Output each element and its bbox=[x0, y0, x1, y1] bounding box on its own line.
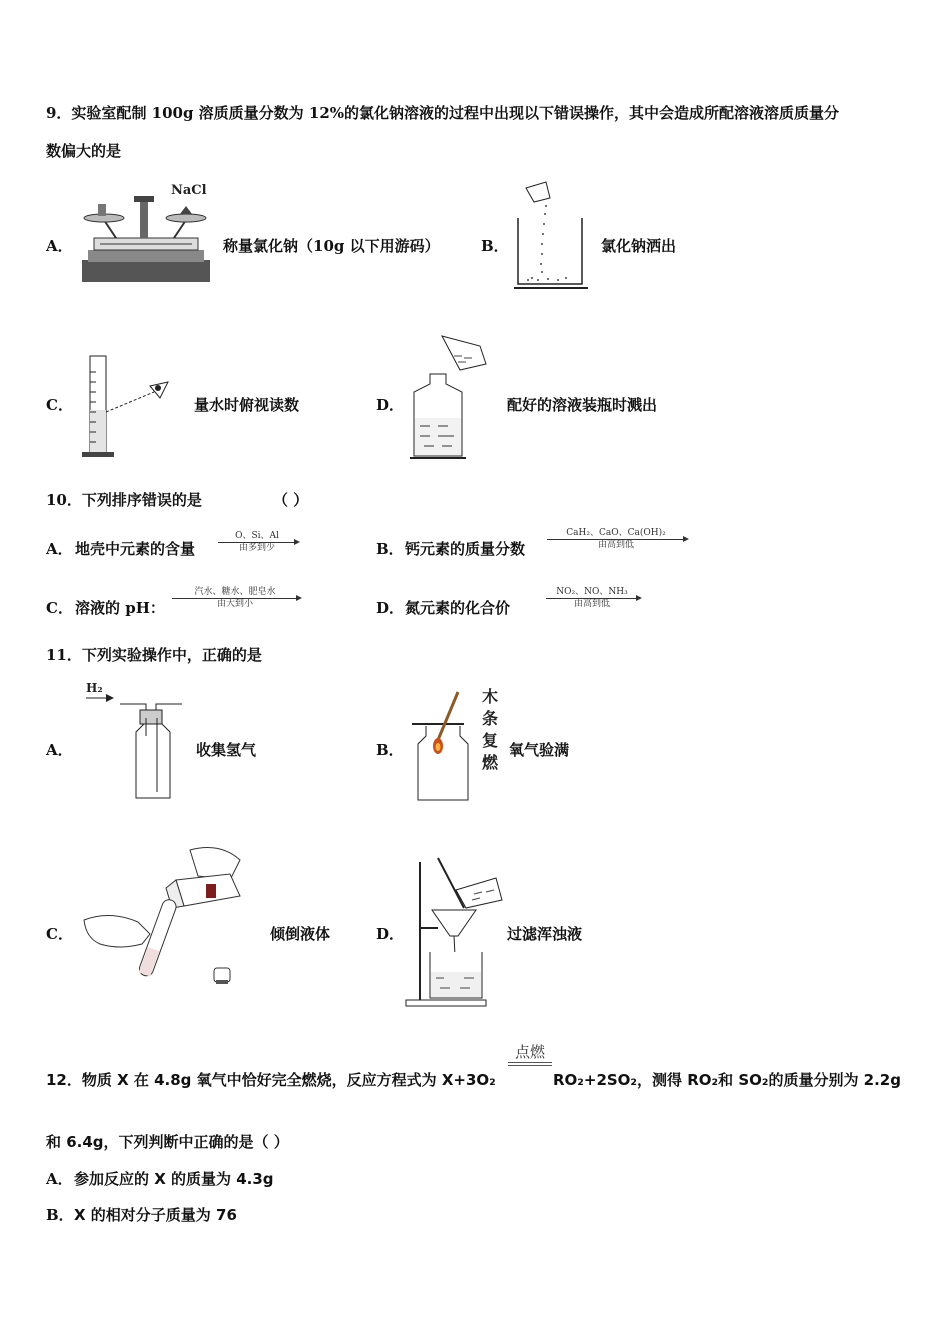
q10-option-c-letter: C． bbox=[46, 599, 73, 617]
q11-option-c-letter: C． bbox=[46, 925, 73, 943]
q10-option-a-bottom: 由多到少 bbox=[238, 543, 275, 553]
oxygen-test-illustration bbox=[408, 684, 506, 804]
q11-option-c-text: 倾倒液体 bbox=[270, 925, 331, 943]
q10-option-b-letter: B． bbox=[376, 540, 404, 558]
q11-option-d-text: 过滤浑浊液 bbox=[507, 925, 583, 943]
q10-option-d-text: 氮元素的化合价 bbox=[405, 599, 511, 617]
q10-stem: 10．下列排序错误的是 bbox=[46, 491, 202, 509]
q12-option-a-letter: A． bbox=[46, 1170, 73, 1188]
q12-option-b-letter: B． bbox=[46, 1206, 74, 1224]
bottle-fill-illustration bbox=[406, 330, 496, 462]
q10-option-d-bottom: 由高到低 bbox=[573, 599, 610, 609]
q11-stem: 11．下列实验操作中，正确的是 bbox=[46, 646, 262, 664]
q11-option-a-letter: A． bbox=[46, 741, 73, 759]
q10-option-a-letter: A． bbox=[46, 540, 73, 558]
q10-option-d-top: NO₂、NO、NH₃ bbox=[556, 587, 628, 597]
q12-stem-line2: 和 6.4g，下列判断中正确的是（ ） bbox=[46, 1133, 289, 1151]
q9-option-b-text: 氯化钠洒出 bbox=[601, 237, 677, 255]
q10-option-b-bottom: 由高到低 bbox=[597, 540, 634, 550]
q10-option-a-text: 地壳中元素的含量 bbox=[75, 540, 196, 558]
q9-option-c-letter: C． bbox=[46, 396, 73, 414]
q12-condition-label: 点燃 bbox=[514, 1043, 545, 1061]
q11-option-b-text: 氧气验满 bbox=[509, 741, 570, 759]
h2-label: H₂ bbox=[86, 681, 103, 695]
q10-option-c-top: 汽水、糖水、肥皂水 bbox=[194, 587, 276, 597]
q10-option-b-sequence bbox=[545, 528, 687, 551]
splint-label-1: 木 bbox=[482, 687, 499, 706]
q12-stem-part1: 12．物质 X 在 4.8g 氧气中恰好完全燃烧，反应方程式为 X+3O₂ bbox=[46, 1071, 496, 1089]
q9-option-c-text: 量水时俯视读数 bbox=[194, 396, 300, 414]
q10-option-d-sequence bbox=[544, 587, 640, 610]
q11-option-a-text: 收集氢气 bbox=[196, 741, 257, 759]
q10-option-a-top: O、Si、Al bbox=[235, 531, 279, 541]
q12-stem-part2: RO₂+2SO₂，测得 RO₂和 SO₂的质量分别为 2.2g bbox=[553, 1071, 901, 1089]
q10-option-c-text: 溶液的 pH： bbox=[75, 599, 165, 617]
q12-reaction-condition bbox=[508, 1044, 552, 1066]
nacl-label: NaCl bbox=[171, 183, 207, 198]
q9-stem-line2: 数偏大的是 bbox=[46, 142, 122, 160]
q10-option-d-letter: D． bbox=[376, 599, 405, 617]
balance-illustration bbox=[76, 180, 216, 286]
graduated-cylinder-illustration bbox=[78, 352, 178, 462]
q10-answer-paren: （ ） bbox=[273, 491, 309, 509]
pouring-liquid-illustration bbox=[80, 840, 250, 992]
q9-option-b-letter: B． bbox=[481, 237, 509, 255]
q9-option-d-text: 配好的溶液装瓶时溅出 bbox=[507, 396, 658, 414]
q12-option-a-text: 参加反应的 X 的质量为 4.3g bbox=[74, 1170, 274, 1188]
splint-label-2: 条 bbox=[482, 709, 499, 728]
filtration-illustration bbox=[404, 856, 510, 1010]
q11-option-d-letter: D． bbox=[376, 925, 405, 943]
q10-option-c-bottom: 由大到小 bbox=[216, 599, 253, 609]
q10-option-c-sequence bbox=[170, 587, 300, 610]
q11-option-b-letter: B． bbox=[376, 741, 404, 759]
q10-option-a-sequence bbox=[216, 531, 298, 554]
q9-option-d-letter: D． bbox=[376, 396, 405, 414]
q9-option-a-letter: A． bbox=[46, 237, 73, 255]
q10-option-b-text: 钙元素的质量分数 bbox=[405, 540, 526, 558]
splint-label-4: 燃 bbox=[482, 753, 499, 772]
beaker-spill-illustration bbox=[512, 180, 592, 290]
q12-option-b-text: X 的相对分子质量为 76 bbox=[74, 1206, 237, 1224]
gas-collection-bottle-illustration bbox=[84, 678, 194, 804]
q9-stem-line1: 9．实验室配制 100g 溶质质量分数为 12%的氯化钠溶液的过程中出现以下错误操作，其中会造成所配溶液溶质质量分 bbox=[46, 104, 840, 122]
splint-label-3: 复 bbox=[482, 731, 499, 750]
q9-option-a-text: 称量氯化钠（10g 以下用游码） bbox=[223, 237, 440, 255]
q10-option-b-top: CaH₂、CaO、Ca(OH)₂ bbox=[566, 528, 666, 538]
